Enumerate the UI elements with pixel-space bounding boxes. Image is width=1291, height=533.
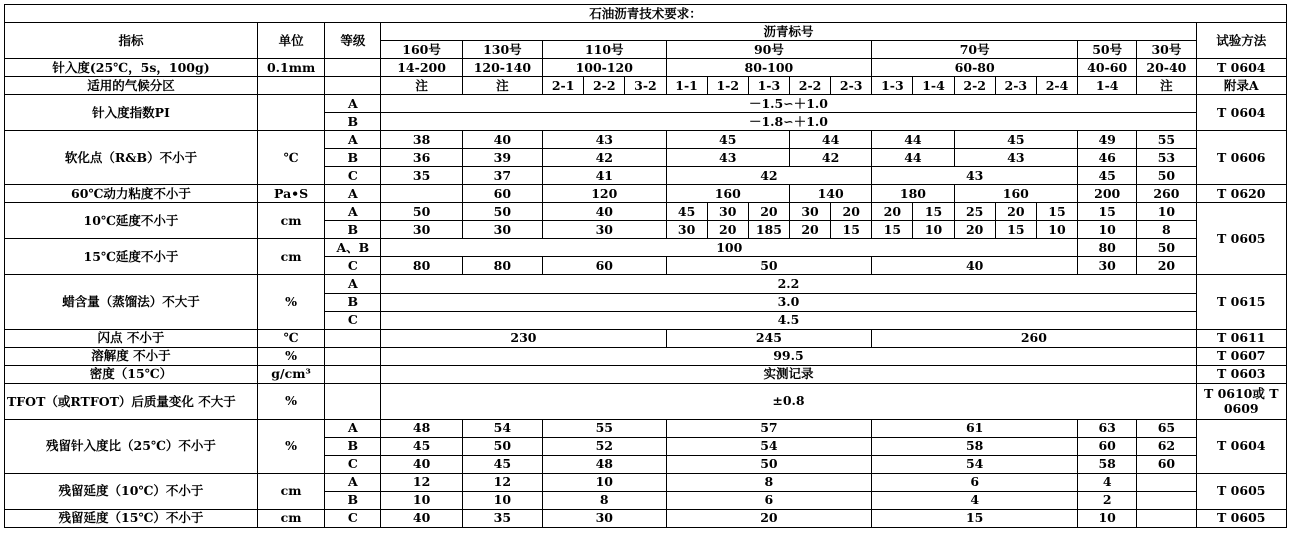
grade-cell: C [325, 455, 381, 473]
cell: 10 [1036, 221, 1077, 239]
resid-pen-unit: % [257, 419, 324, 473]
ductility15-unit: cm [257, 239, 324, 275]
cell: 4 [872, 491, 1078, 509]
method-cell: T 0604 [1196, 419, 1287, 473]
cell: 1-2 [707, 77, 748, 95]
cell: 65 [1137, 419, 1196, 437]
cell: 30 [1078, 257, 1137, 275]
cell: 260 [872, 329, 1196, 347]
cell: 61 [872, 419, 1078, 437]
label-130: 130号 [462, 41, 542, 59]
cell: 43 [666, 149, 789, 167]
cell: 44 [872, 131, 954, 149]
asphalt-spec-table [4, 4, 1287, 528]
header-row-1 [5, 23, 1287, 41]
cell: 80 [381, 257, 462, 275]
empty-cell [257, 77, 324, 95]
cell: 160 [666, 185, 789, 203]
cell: 80 [462, 257, 542, 275]
cell: 40 [872, 257, 1078, 275]
empty-cell [325, 383, 381, 419]
cell: 120 [543, 185, 666, 203]
cell: 10 [381, 491, 462, 509]
empty-cell [325, 365, 381, 383]
cell: 20 [789, 221, 830, 239]
ductility15-name: 15℃延度不小于 [5, 239, 258, 275]
cell: 45 [666, 203, 707, 221]
cell: 30 [666, 221, 707, 239]
cell: 20 [831, 203, 872, 221]
grade-cell: A [325, 95, 381, 113]
cell: 14-200 [381, 59, 462, 77]
label-50: 50号 [1078, 41, 1137, 59]
softening-row-a [5, 131, 1287, 149]
cell: 39 [462, 149, 542, 167]
cell: 30 [707, 203, 748, 221]
cell: 8 [666, 473, 872, 491]
empty-cell [325, 59, 381, 77]
cell: 10 [1137, 203, 1196, 221]
resid-duct10-unit: cm [257, 473, 324, 509]
climate-row [5, 77, 1287, 95]
density-name: 密度（15℃） [5, 365, 258, 383]
method-cell: T 0606 [1196, 131, 1287, 185]
cell: 2-3 [831, 77, 872, 95]
method-cell: T 0615 [1196, 275, 1287, 329]
cell: 50 [462, 203, 542, 221]
grade-cell: A [325, 275, 381, 293]
cell: 60-80 [872, 59, 1078, 77]
cell: 43 [954, 149, 1077, 167]
cell: ±0.8 [381, 383, 1196, 419]
label-30: 30号 [1137, 41, 1196, 59]
penetration-row [5, 59, 1287, 77]
cell: 20 [666, 509, 872, 527]
method-cell: T 0603 [1196, 365, 1287, 383]
empty-cell [1137, 491, 1196, 509]
density-row [5, 365, 1287, 383]
ductility10-row-a [5, 203, 1287, 221]
cell: 60 [543, 257, 666, 275]
empty-cell [325, 347, 381, 365]
cell: 30 [381, 221, 462, 239]
cell: 注 [1137, 77, 1196, 95]
cell: 35 [381, 167, 462, 185]
cell: 6 [666, 491, 872, 509]
cell: 185 [748, 221, 789, 239]
cell: 2-2 [954, 77, 995, 95]
resid-duct15-name: 残留延度（15℃）不小于 [5, 509, 258, 527]
empty-cell [381, 185, 462, 203]
grade-cell: B [325, 221, 381, 239]
grade-cell: A [325, 473, 381, 491]
cell: 8 [543, 491, 666, 509]
density-unit: g/cm³ [257, 365, 324, 383]
wax-unit: % [257, 275, 324, 329]
cell: 10 [462, 491, 542, 509]
cell: 15 [1036, 203, 1077, 221]
resid-duct10-name: 残留延度（10℃）不小于 [5, 473, 258, 509]
wax-name: 蜡含量（蒸馏法）不大于 [5, 275, 258, 329]
cell: 58 [872, 437, 1078, 455]
cell: 40 [381, 455, 462, 473]
cell: 1-1 [666, 77, 707, 95]
cell: 2-2 [584, 77, 625, 95]
cell: 15 [831, 221, 872, 239]
tfot-name: TFOT（或RTFOT）后质量变化 不大于 [5, 383, 258, 419]
cell: 50 [666, 455, 872, 473]
method-cell: T 0611 [1196, 329, 1287, 347]
cell: 实测记录 [381, 365, 1196, 383]
cell: 42 [789, 149, 871, 167]
penetration-unit: 0.1mm [257, 59, 324, 77]
header-test-method: 试验方法 [1196, 23, 1287, 59]
cell: 45 [954, 131, 1077, 149]
cell: 50 [1137, 239, 1196, 257]
cell: 30 [543, 221, 666, 239]
cell: 50 [381, 203, 462, 221]
cell: 15 [872, 509, 1078, 527]
cell: 46 [1078, 149, 1137, 167]
cell: 25 [954, 203, 995, 221]
cell: 42 [543, 149, 666, 167]
method-cell: T 0604 [1196, 59, 1287, 77]
softening-name: 软化点（R&B）不小于 [5, 131, 258, 185]
tfot-unit: % [257, 383, 324, 419]
resid-pen-name: 残留针入度比（25℃）不小于 [5, 419, 258, 473]
viscosity-row [5, 185, 1287, 203]
cell: 55 [1137, 131, 1196, 149]
method-cell: T 0604 [1196, 95, 1287, 131]
cell: 6 [872, 473, 1078, 491]
label-160: 160号 [381, 41, 462, 59]
cell: 245 [666, 329, 872, 347]
resid-duct10-row-a [5, 473, 1287, 491]
cell: 230 [381, 329, 666, 347]
cell: 48 [543, 455, 666, 473]
cell: 12 [462, 473, 542, 491]
cell: 55 [543, 419, 666, 437]
grade-cell: A [325, 185, 381, 203]
ductility10-unit: cm [257, 203, 324, 239]
cell: 99.5 [381, 347, 1196, 365]
cell: 10 [543, 473, 666, 491]
cell: 100 [381, 239, 1078, 257]
cell: 2-4 [1036, 77, 1077, 95]
cell: 3-2 [625, 77, 666, 95]
grade-cell: A [325, 131, 381, 149]
grade-cell: B [325, 149, 381, 167]
cell: 200 [1078, 185, 1137, 203]
empty-cell [257, 95, 324, 131]
method-cell: T 0610或 T 0609 [1196, 383, 1287, 419]
table-title: 石油沥青技术要求： [5, 5, 1287, 23]
penetration-name: 针入度(25℃，5s，100g) [5, 59, 258, 77]
cell: 30 [789, 203, 830, 221]
cell: 50 [666, 257, 872, 275]
method-cell: T 0605 [1196, 509, 1287, 527]
header-grade: 等级 [325, 23, 381, 59]
cell: 60 [1078, 437, 1137, 455]
cell: 2-3 [995, 77, 1036, 95]
method-cell: T 0605 [1196, 473, 1287, 509]
ductility10-name: 10℃延度不小于 [5, 203, 258, 239]
cell: 63 [1078, 419, 1137, 437]
resid-pen-row-a [5, 419, 1287, 437]
cell: 注 [462, 77, 542, 95]
resid-duct15-row [5, 509, 1287, 527]
cell: 52 [543, 437, 666, 455]
cell: 1-3 [872, 77, 913, 95]
grade-cell: A、B [325, 239, 381, 257]
cell: 1-3 [748, 77, 789, 95]
cell: 60 [1137, 455, 1196, 473]
cell: 62 [1137, 437, 1196, 455]
cell: 58 [1078, 455, 1137, 473]
ductility15-row-ab [5, 239, 1287, 257]
cell: 45 [1078, 167, 1137, 185]
cell: 20-40 [1137, 59, 1196, 77]
cell: 40-60 [1078, 59, 1137, 77]
cell: 10 [913, 221, 954, 239]
cell: 140 [789, 185, 871, 203]
cell: 36 [381, 149, 462, 167]
cell: 15 [913, 203, 954, 221]
cell: 57 [666, 419, 872, 437]
method-cell: T 0605 [1196, 203, 1287, 275]
cell: 100-120 [543, 59, 666, 77]
cell: 53 [1137, 149, 1196, 167]
cell: 15 [872, 221, 913, 239]
empty-cell [1137, 509, 1196, 527]
flash-unit: ℃ [257, 329, 324, 347]
grade-cell: B [325, 293, 381, 311]
cell: 120-140 [462, 59, 542, 77]
cell: 30 [462, 221, 542, 239]
grade-cell: B [325, 437, 381, 455]
empty-cell [325, 77, 381, 95]
label-90: 90号 [666, 41, 872, 59]
header-indicator: 指标 [5, 23, 258, 59]
cell: 40 [462, 131, 542, 149]
flash-name: 闪点 不小于 [5, 329, 258, 347]
cell: 4.5 [381, 311, 1196, 329]
cell: 44 [789, 131, 871, 149]
grade-cell: B [325, 491, 381, 509]
cell: 42 [666, 167, 872, 185]
cell: 20 [1137, 257, 1196, 275]
cell: 54 [462, 419, 542, 437]
label-70: 70号 [872, 41, 1078, 59]
cell: －1.8∽＋1.0 [381, 113, 1196, 131]
grade-cell: C [325, 257, 381, 275]
cell: 1-4 [913, 77, 954, 95]
pi-name: 针入度指数PI [5, 95, 258, 131]
cell: 60 [462, 185, 542, 203]
cell: 38 [381, 131, 462, 149]
cell: 180 [872, 185, 954, 203]
method-cell: 附录A [1196, 77, 1287, 95]
softening-unit: ℃ [257, 131, 324, 185]
grade-cell: C [325, 167, 381, 185]
cell: 8 [1137, 221, 1196, 239]
header-unit: 单位 [257, 23, 324, 59]
wax-row-a [5, 275, 1287, 293]
pi-row-a [5, 95, 1287, 113]
cell: 50 [1137, 167, 1196, 185]
cell: 2-1 [543, 77, 584, 95]
cell: 260 [1137, 185, 1196, 203]
cell: 3.0 [381, 293, 1196, 311]
climate-name: 适用的气候分区 [5, 77, 258, 95]
cell: 4 [1078, 473, 1137, 491]
cell: 2 [1078, 491, 1137, 509]
cell: 20 [748, 203, 789, 221]
cell: 1-4 [1078, 77, 1137, 95]
empty-cell [1137, 473, 1196, 491]
cell: 注 [381, 77, 462, 95]
cell: 160 [954, 185, 1077, 203]
solubility-unit: % [257, 347, 324, 365]
grade-cell: B [325, 113, 381, 131]
cell: 54 [872, 455, 1078, 473]
cell: 15 [1078, 203, 1137, 221]
cell: 45 [666, 131, 789, 149]
cell: 48 [381, 419, 462, 437]
cell: 43 [543, 131, 666, 149]
title-row [5, 5, 1287, 23]
flash-row [5, 329, 1287, 347]
cell: 40 [381, 509, 462, 527]
header-asphalt-label: 沥青标号 [381, 23, 1196, 41]
cell: 15 [995, 221, 1036, 239]
grade-cell: A [325, 203, 381, 221]
cell: 30 [543, 509, 666, 527]
grade-cell: A [325, 419, 381, 437]
cell: 80 [1078, 239, 1137, 257]
cell: 20 [995, 203, 1036, 221]
cell: 44 [872, 149, 954, 167]
cell: 2-2 [789, 77, 830, 95]
cell: 80-100 [666, 59, 872, 77]
cell: 50 [462, 437, 542, 455]
cell: 40 [543, 203, 666, 221]
cell: 49 [1078, 131, 1137, 149]
cell: －1.5∽＋1.0 [381, 95, 1196, 113]
solubility-name: 溶解度 不小于 [5, 347, 258, 365]
grade-cell: C [325, 509, 381, 527]
resid-duct15-unit: cm [257, 509, 324, 527]
cell: 54 [666, 437, 872, 455]
viscosity-name: 60℃动力粘度不小于 [5, 185, 258, 203]
cell: 43 [872, 167, 1078, 185]
method-cell: T 0607 [1196, 347, 1287, 365]
cell: 2.2 [381, 275, 1196, 293]
label-110: 110号 [543, 41, 666, 59]
viscosity-unit: Pa•S [257, 185, 324, 203]
cell: 45 [381, 437, 462, 455]
cell: 41 [543, 167, 666, 185]
cell: 45 [462, 455, 542, 473]
cell: 35 [462, 509, 542, 527]
grade-cell: C [325, 311, 381, 329]
cell: 37 [462, 167, 542, 185]
cell: 20 [872, 203, 913, 221]
tfot-row [5, 383, 1287, 419]
empty-cell [325, 329, 381, 347]
solubility-row [5, 347, 1287, 365]
cell: 20 [707, 221, 748, 239]
cell: 10 [1078, 509, 1137, 527]
method-cell: T 0620 [1196, 185, 1287, 203]
cell: 10 [1078, 221, 1137, 239]
cell: 20 [954, 221, 995, 239]
cell: 12 [381, 473, 462, 491]
